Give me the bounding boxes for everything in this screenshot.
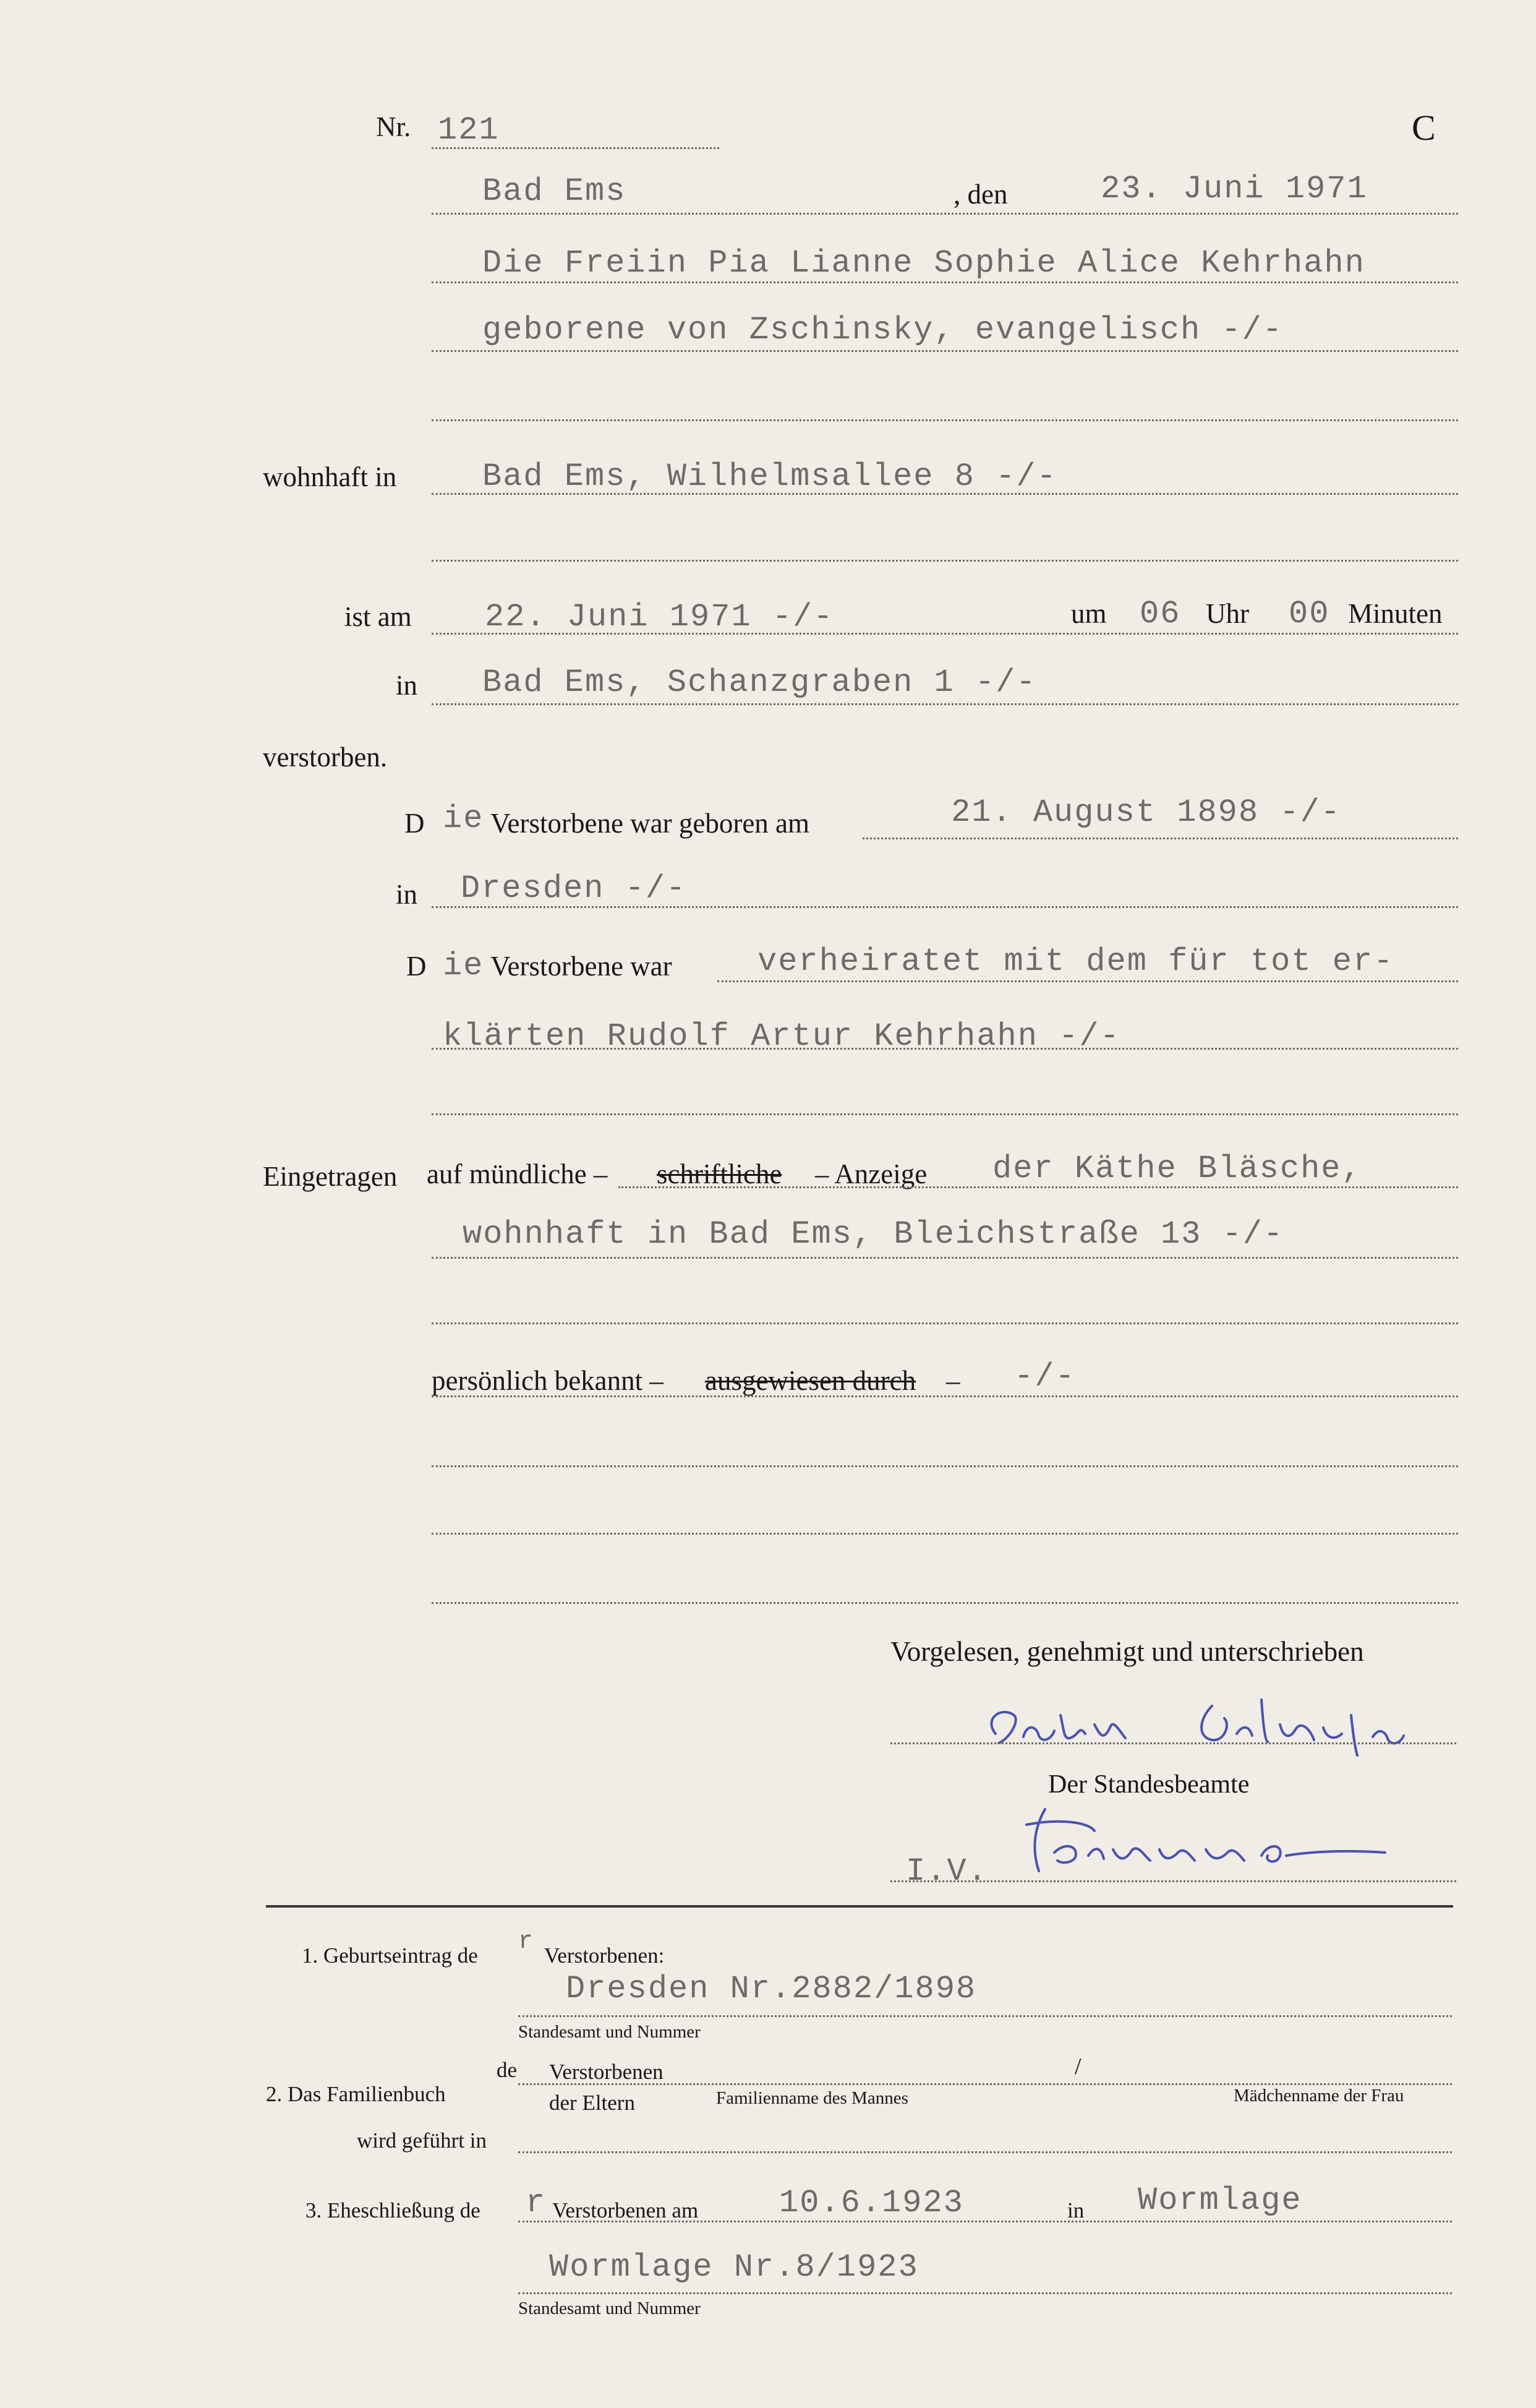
- note-2-line-2: [518, 2151, 1452, 2153]
- verstorben-label: verstorben.: [263, 742, 388, 773]
- note-2-eltern: der Eltern: [549, 2091, 635, 2115]
- note-3-date: 10.6.1923: [779, 2185, 964, 2221]
- marital-suffix: ie: [443, 948, 484, 984]
- birth-place-line: [432, 906, 1458, 908]
- marital-d-label: D: [406, 951, 427, 982]
- registry-date: 23. Juni 1971: [1101, 171, 1368, 207]
- birth-d-label: D: [404, 808, 425, 839]
- note-1-label-2: Verstorbenen:: [544, 1943, 665, 1968]
- note-1-suffix: r: [518, 1928, 535, 1956]
- signature-line: [890, 1742, 1456, 1744]
- signature-informant: [977, 1681, 1466, 1768]
- note-3-label-2: Verstorbenen am: [552, 2198, 699, 2222]
- signature-registrar: [1002, 1794, 1410, 1880]
- marital-line-2: [432, 1048, 1458, 1050]
- note-2-slash: /: [1075, 2054, 1082, 2080]
- report-line-3: [432, 1322, 1458, 1324]
- registrar-signature-line: [890, 1880, 1456, 1882]
- vorgelesen-label: Vorgelesen, genehmigt und unterschrieben: [890, 1636, 1364, 1667]
- marital-label: Verstorbene war: [490, 951, 672, 982]
- deceased-name-line-1: Die Freiin Pia Lianne Sophie Alice Kehrhahn: [482, 245, 1365, 281]
- place-date-line: [432, 213, 1458, 215]
- marital-status-line-2: klärten Rudolf Artur Kehrhahn -/-: [443, 1018, 1120, 1055]
- note-2-wife-caption: Mädchenname der Frau: [1234, 2086, 1404, 2106]
- nr-line: [432, 147, 719, 149]
- note-3-line-2: [518, 2292, 1452, 2294]
- bekannt-line: [432, 1395, 1458, 1397]
- auf-muendliche-label: auf mündliche –: [427, 1159, 608, 1189]
- note-3-caption: Standesamt und Nummer: [518, 2299, 701, 2318]
- blank-line-2: [432, 1533, 1458, 1535]
- marital-status-line-1: verheiratet mit dem für tot er-: [757, 943, 1394, 980]
- form-letter: C: [1412, 108, 1436, 148]
- deceased-line-2: [432, 350, 1458, 352]
- birth-date: 21. August 1898 -/-: [951, 794, 1341, 831]
- marital-line-3: [432, 1113, 1458, 1115]
- note-2-label: 2. Das Familienbuch: [266, 2082, 446, 2106]
- blank-line-3: [432, 1602, 1458, 1604]
- nr-value: 121: [438, 112, 500, 148]
- birth-place: Dresden -/-: [461, 870, 687, 907]
- ist-am-label: ist am: [344, 601, 412, 632]
- note-1-label: 1. Geburtseintrag de: [302, 1943, 478, 1968]
- birth-in-label: in: [396, 879, 418, 910]
- death-place-line: [432, 703, 1458, 705]
- birth-label: Verstorbene war geboren am: [490, 808, 810, 839]
- eingetragen-label: Eingetragen: [263, 1161, 398, 1192]
- report-line-2: [432, 1257, 1458, 1259]
- bekannt-value: -/-: [1014, 1358, 1076, 1395]
- bekannt-dash: –: [946, 1365, 960, 1396]
- note-3-in-label: in: [1067, 2198, 1085, 2222]
- death-date: 22. Juni 1971 -/-: [485, 599, 834, 635]
- death-place: Bad Ems, Schanzgraben 1 -/-: [482, 664, 1037, 701]
- note-1-value: Dresden Nr.2882/1898: [566, 1971, 977, 2007]
- deceased-line-1: [432, 281, 1458, 283]
- residence-value: Bad Ems, Wilhelmsallee 8 -/-: [482, 458, 1057, 495]
- note-3-place: Wormlage: [1138, 2182, 1302, 2219]
- report-line-1: [618, 1186, 1458, 1188]
- death-date-line: [432, 633, 1458, 635]
- standesbeamte-label: Der Standesbeamte: [1048, 1770, 1250, 1799]
- note-3-suffix: r: [526, 2185, 547, 2221]
- den-label: , den: [954, 179, 1008, 210]
- ausgewiesen-struck-label: ausgewiesen durch: [705, 1365, 916, 1396]
- note-2-gefuehrt-label: wird geführt in: [357, 2128, 487, 2153]
- note-3-line-1: [518, 2221, 1452, 2222]
- um-label: um: [1071, 598, 1107, 629]
- note-3-value: Wormlage Nr.8/1923: [549, 2249, 919, 2286]
- note-1-caption: Standesamt und Nummer: [518, 2022, 701, 2042]
- informant-line-2: wohnhaft in Bad Ems, Bleichstraße 13 -/-: [463, 1216, 1284, 1253]
- schriftliche-struck-label: schriftliche: [657, 1159, 782, 1189]
- birth-date-line: [863, 838, 1458, 839]
- marital-line-1: [717, 980, 1458, 982]
- note-2-verstorbenen: Verstorbenen: [549, 2060, 663, 2084]
- deceased-line-3: [432, 419, 1458, 421]
- death-minutes: 00: [1289, 596, 1330, 632]
- note-3-label: 3. Eheschließung de: [305, 2198, 480, 2222]
- residence-line-1: [432, 493, 1458, 495]
- birth-suffix: ie: [443, 800, 484, 837]
- informant-line-1: der Käthe Bläsche,: [992, 1150, 1362, 1187]
- note-2-husband-caption: Familienname des Mannes: [716, 2088, 908, 2108]
- deceased-name-line-2: geborene von Zschinsky, evangelisch -/-: [482, 312, 1283, 348]
- note-2-de: de: [497, 2058, 518, 2082]
- death-in-label: in: [396, 670, 418, 701]
- note-1-line: [518, 2015, 1452, 2017]
- registry-place: Bad Ems: [482, 173, 626, 210]
- iv-label: I.V.: [906, 1853, 988, 1890]
- anzeige-label: – Anzeige: [815, 1159, 928, 1189]
- blank-line-1: [432, 1465, 1458, 1467]
- death-hour: 06: [1140, 596, 1181, 632]
- section-divider: [266, 1905, 1453, 1908]
- note-2-line-1: [518, 2083, 1452, 2085]
- bekannt-label: persönlich bekannt –: [432, 1365, 663, 1396]
- residence-line-2: [432, 560, 1458, 562]
- nr-label: Nr.: [376, 111, 411, 142]
- uhr-label: Uhr: [1206, 598, 1249, 629]
- residence-label: wohnhaft in: [263, 461, 397, 492]
- minuten-label: Minuten: [1348, 598, 1443, 629]
